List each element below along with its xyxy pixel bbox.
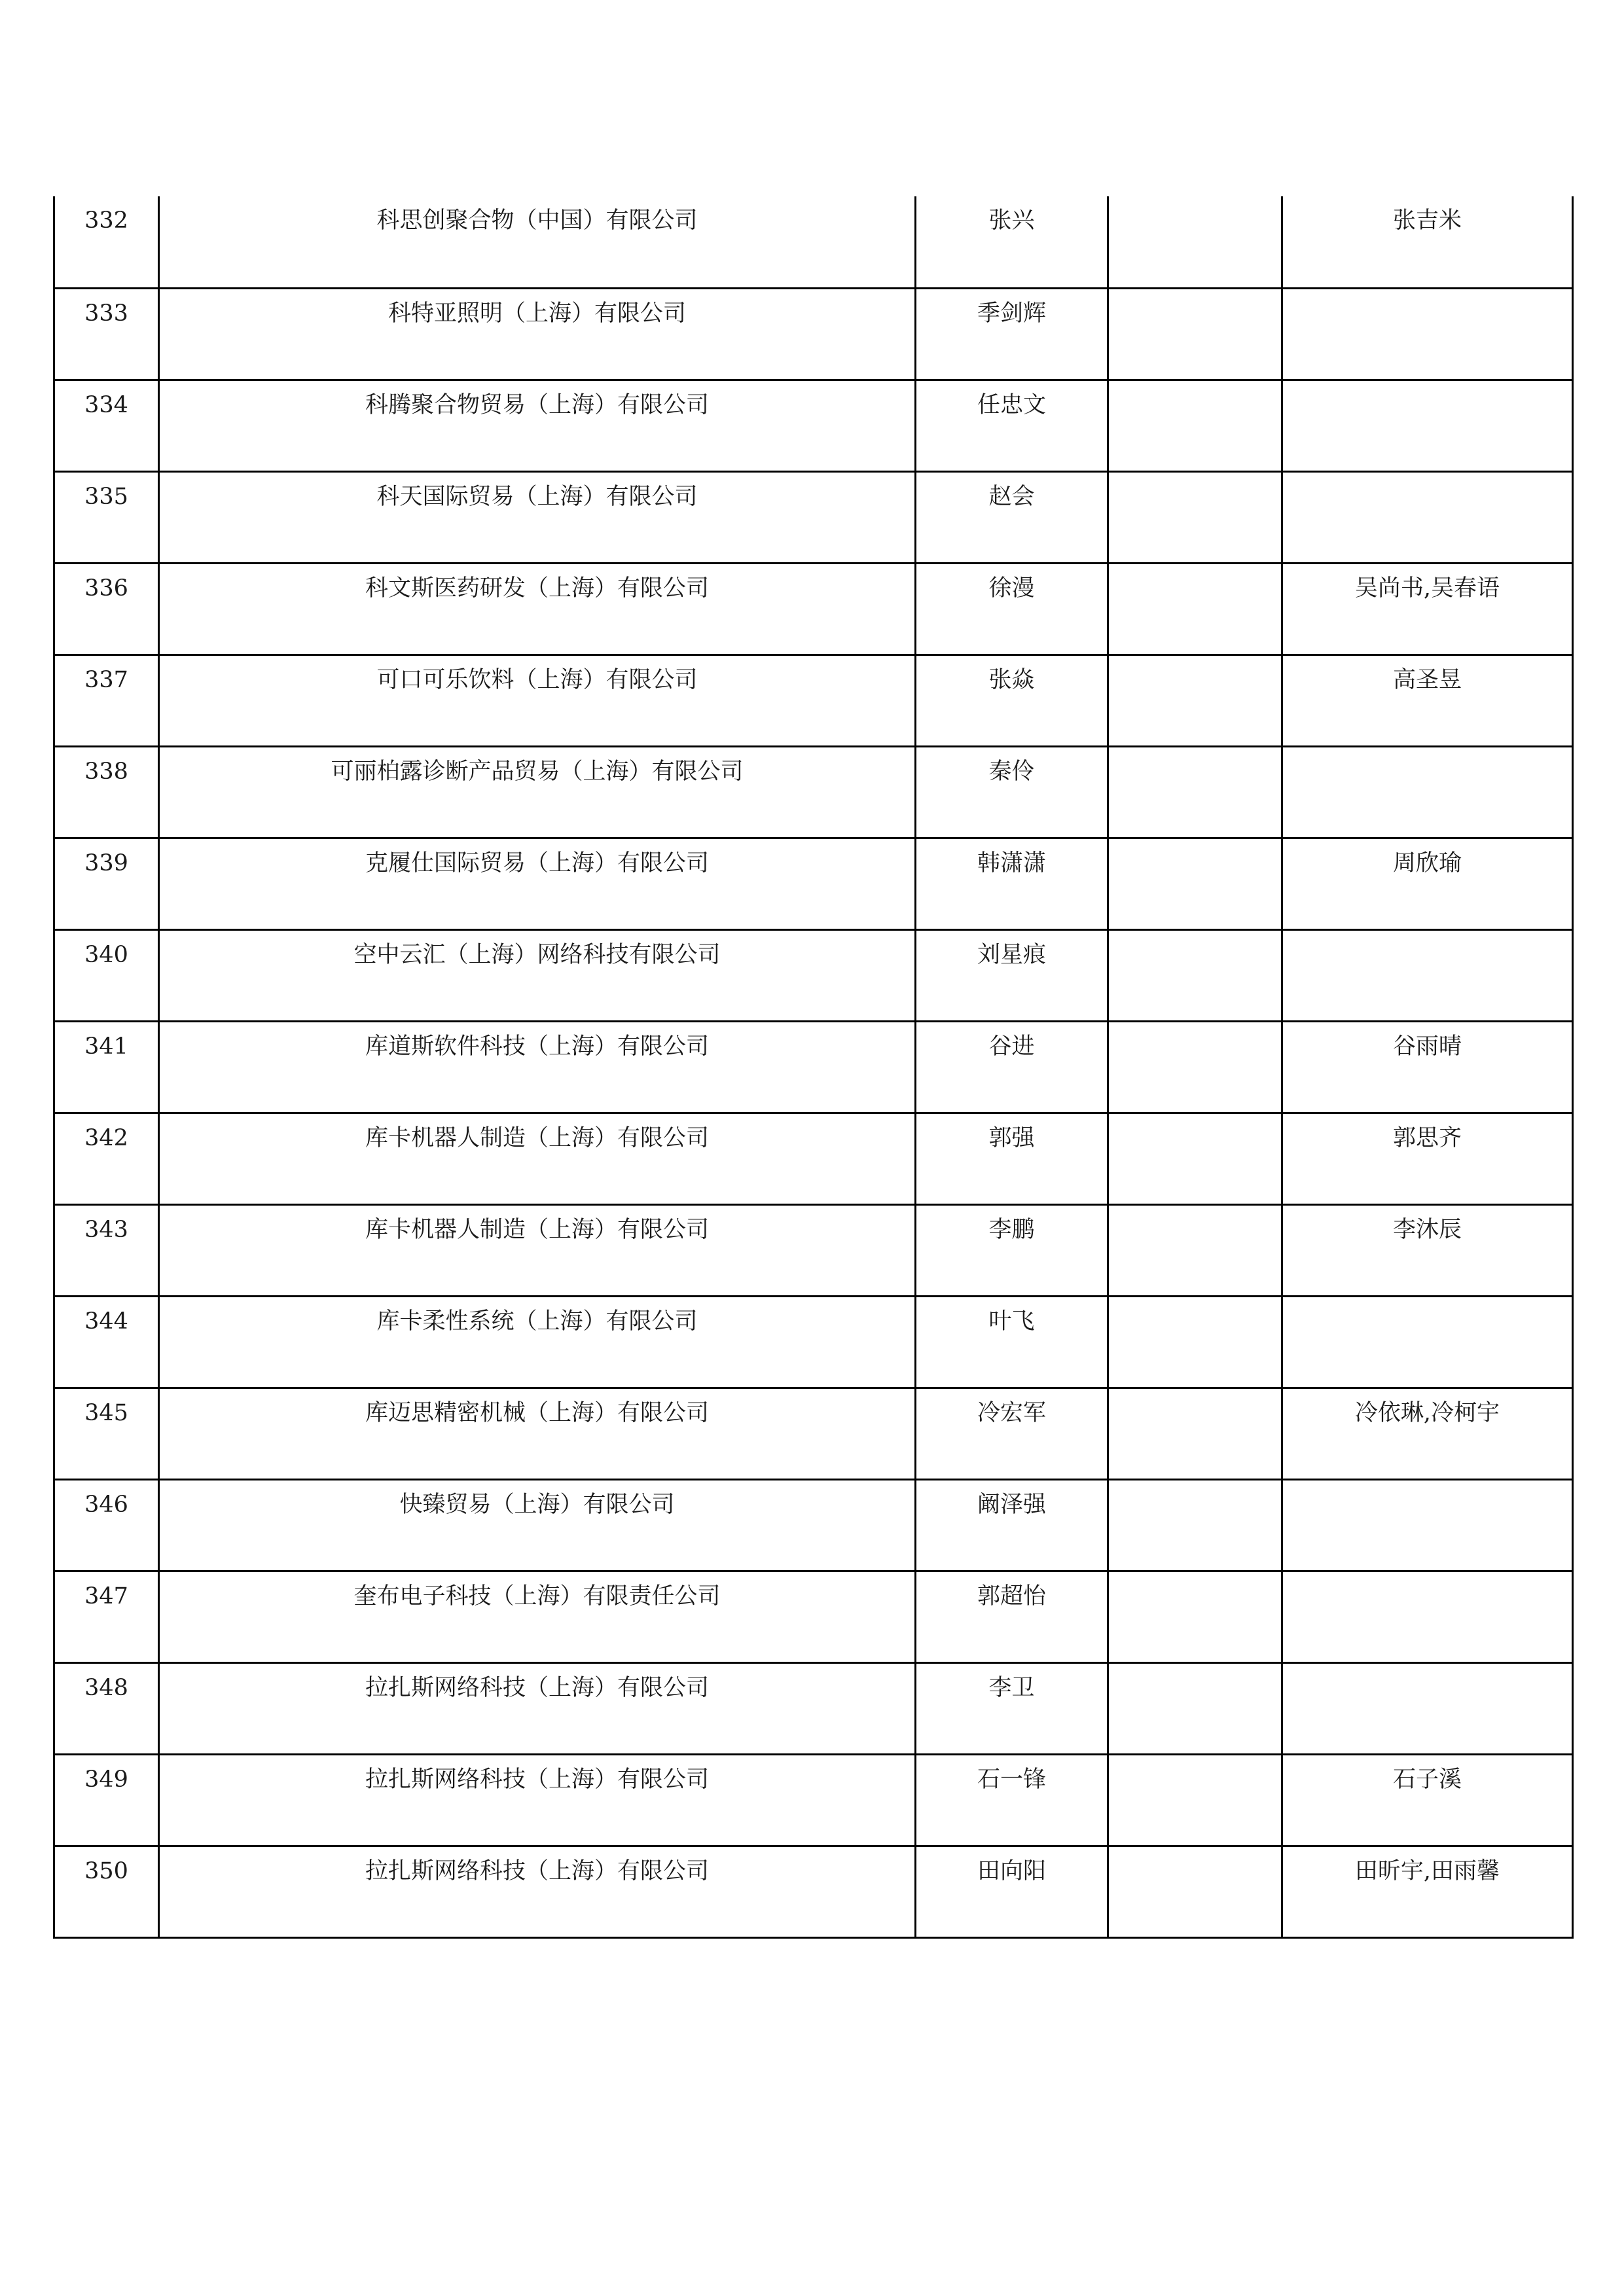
applicant-name-cell: 李鹏 bbox=[916, 1204, 1108, 1296]
table-row bbox=[54, 1571, 1573, 1662]
table-row bbox=[54, 746, 1573, 838]
row-number-cell: 333 bbox=[54, 288, 159, 380]
family-members-cell bbox=[1282, 471, 1573, 563]
company-cell: 科思创聚合物（中国）有限公司 bbox=[159, 196, 916, 288]
row-number-cell: 336 bbox=[54, 563, 159, 655]
row-number-cell: 343 bbox=[54, 1204, 159, 1296]
applicant-name-cell: 叶飞 bbox=[916, 1296, 1108, 1388]
roster-table-body bbox=[54, 196, 1573, 1937]
table-row bbox=[54, 1021, 1573, 1113]
applicant-name-cell: 冷宏军 bbox=[916, 1388, 1108, 1479]
table-row bbox=[54, 1754, 1573, 1846]
family-members-cell: 田昕宇,田雨馨 bbox=[1282, 1846, 1573, 1937]
table-row bbox=[54, 563, 1573, 655]
empty-cell bbox=[1108, 1388, 1282, 1479]
applicant-name-cell: 谷进 bbox=[916, 1021, 1108, 1113]
applicant-name-cell: 郭强 bbox=[916, 1113, 1108, 1204]
applicant-name-cell: 李卫 bbox=[916, 1662, 1108, 1754]
company-cell: 奎布电子科技（上海）有限责任公司 bbox=[159, 1571, 916, 1662]
table-row bbox=[54, 929, 1573, 1021]
empty-cell bbox=[1108, 1571, 1282, 1662]
family-members-cell: 冷依琳,冷柯宇 bbox=[1282, 1388, 1573, 1479]
applicant-name-cell: 任忠文 bbox=[916, 380, 1108, 471]
company-cell: 科特亚照明（上海）有限公司 bbox=[159, 288, 916, 380]
row-number-cell: 344 bbox=[54, 1296, 159, 1388]
family-members-cell bbox=[1282, 1479, 1573, 1571]
empty-cell bbox=[1108, 838, 1282, 929]
table-row bbox=[54, 655, 1573, 746]
company-cell: 库卡机器人制造（上海）有限公司 bbox=[159, 1204, 916, 1296]
family-members-cell: 谷雨晴 bbox=[1282, 1021, 1573, 1113]
company-cell: 可口可乐饮料（上海）有限公司 bbox=[159, 655, 916, 746]
family-members-cell bbox=[1282, 1571, 1573, 1662]
family-members-cell: 高圣昱 bbox=[1282, 655, 1573, 746]
family-members-cell: 张吉米 bbox=[1282, 196, 1573, 288]
empty-cell bbox=[1108, 929, 1282, 1021]
company-cell: 库卡机器人制造（上海）有限公司 bbox=[159, 1113, 916, 1204]
applicant-name-cell: 张焱 bbox=[916, 655, 1108, 746]
family-members-cell: 石子溪 bbox=[1282, 1754, 1573, 1846]
table-row bbox=[54, 288, 1573, 380]
empty-cell bbox=[1108, 196, 1282, 288]
applicant-name-cell: 韩潇潇 bbox=[916, 838, 1108, 929]
table-row bbox=[54, 471, 1573, 563]
row-number-cell: 345 bbox=[54, 1388, 159, 1479]
row-number-cell: 340 bbox=[54, 929, 159, 1021]
table-row bbox=[54, 1296, 1573, 1388]
row-number-cell: 337 bbox=[54, 655, 159, 746]
table-row bbox=[54, 1204, 1573, 1296]
table-row bbox=[54, 196, 1573, 288]
applicant-name-cell: 郭超怡 bbox=[916, 1571, 1108, 1662]
row-number-cell: 350 bbox=[54, 1846, 159, 1937]
family-members-cell bbox=[1282, 1662, 1573, 1754]
empty-cell bbox=[1108, 746, 1282, 838]
table-row bbox=[54, 1662, 1573, 1754]
table-row bbox=[54, 1113, 1573, 1204]
table-row bbox=[54, 1846, 1573, 1937]
family-members-cell: 郭思齐 bbox=[1282, 1113, 1573, 1204]
row-number-cell: 347 bbox=[54, 1571, 159, 1662]
row-number-cell: 349 bbox=[54, 1754, 159, 1846]
table-row bbox=[54, 380, 1573, 471]
row-number-cell: 334 bbox=[54, 380, 159, 471]
empty-cell bbox=[1108, 1021, 1282, 1113]
applicant-name-cell: 张兴 bbox=[916, 196, 1108, 288]
applicant-name-cell: 徐漫 bbox=[916, 563, 1108, 655]
empty-cell bbox=[1108, 1479, 1282, 1571]
row-number-cell: 338 bbox=[54, 746, 159, 838]
empty-cell bbox=[1108, 471, 1282, 563]
row-number-cell: 332 bbox=[54, 196, 159, 288]
empty-cell bbox=[1108, 1754, 1282, 1846]
empty-cell bbox=[1108, 288, 1282, 380]
company-cell: 拉扎斯网络科技（上海）有限公司 bbox=[159, 1662, 916, 1754]
applicant-name-cell: 石一锋 bbox=[916, 1754, 1108, 1846]
row-number-cell: 346 bbox=[54, 1479, 159, 1571]
empty-cell bbox=[1108, 380, 1282, 471]
company-cell: 科文斯医药研发（上海）有限公司 bbox=[159, 563, 916, 655]
empty-cell bbox=[1108, 1846, 1282, 1937]
row-number-cell: 342 bbox=[54, 1113, 159, 1204]
company-cell: 克履仕国际贸易（上海）有限公司 bbox=[159, 838, 916, 929]
table-row bbox=[54, 1479, 1573, 1571]
row-number-cell: 335 bbox=[54, 471, 159, 563]
applicant-name-cell: 赵会 bbox=[916, 471, 1108, 563]
empty-cell bbox=[1108, 1662, 1282, 1754]
applicant-name-cell: 阚泽强 bbox=[916, 1479, 1108, 1571]
roster-sheet bbox=[53, 196, 1572, 1939]
family-members-cell bbox=[1282, 746, 1573, 838]
empty-cell bbox=[1108, 563, 1282, 655]
table-row bbox=[54, 1388, 1573, 1479]
company-cell: 可丽柏露诊断产品贸易（上海）有限公司 bbox=[159, 746, 916, 838]
family-members-cell: 周欣瑜 bbox=[1282, 838, 1573, 929]
applicant-name-cell: 田向阳 bbox=[916, 1846, 1108, 1937]
company-cell: 库卡柔性系统（上海）有限公司 bbox=[159, 1296, 916, 1388]
company-cell: 快臻贸易（上海）有限公司 bbox=[159, 1479, 916, 1571]
roster-table bbox=[53, 196, 1574, 1939]
empty-cell bbox=[1108, 1204, 1282, 1296]
family-members-cell bbox=[1282, 1296, 1573, 1388]
family-members-cell bbox=[1282, 288, 1573, 380]
applicant-name-cell: 刘星痕 bbox=[916, 929, 1108, 1021]
empty-cell bbox=[1108, 655, 1282, 746]
applicant-name-cell: 秦伶 bbox=[916, 746, 1108, 838]
company-cell: 空中云汇（上海）网络科技有限公司 bbox=[159, 929, 916, 1021]
row-number-cell: 341 bbox=[54, 1021, 159, 1113]
family-members-cell bbox=[1282, 380, 1573, 471]
company-cell: 库道斯软件科技（上海）有限公司 bbox=[159, 1021, 916, 1113]
row-number-cell: 339 bbox=[54, 838, 159, 929]
empty-cell bbox=[1108, 1113, 1282, 1204]
table-row bbox=[54, 838, 1573, 929]
company-cell: 拉扎斯网络科技（上海）有限公司 bbox=[159, 1754, 916, 1846]
company-cell: 库迈思精密机械（上海）有限公司 bbox=[159, 1388, 916, 1479]
company-cell: 科腾聚合物贸易（上海）有限公司 bbox=[159, 380, 916, 471]
applicant-name-cell: 季剑辉 bbox=[916, 288, 1108, 380]
family-members-cell bbox=[1282, 929, 1573, 1021]
company-cell: 科天国际贸易（上海）有限公司 bbox=[159, 471, 916, 563]
company-cell: 拉扎斯网络科技（上海）有限公司 bbox=[159, 1846, 916, 1937]
empty-cell bbox=[1108, 1296, 1282, 1388]
family-members-cell: 李沐辰 bbox=[1282, 1204, 1573, 1296]
family-members-cell: 吴尚书,吴春语 bbox=[1282, 563, 1573, 655]
row-number-cell: 348 bbox=[54, 1662, 159, 1754]
